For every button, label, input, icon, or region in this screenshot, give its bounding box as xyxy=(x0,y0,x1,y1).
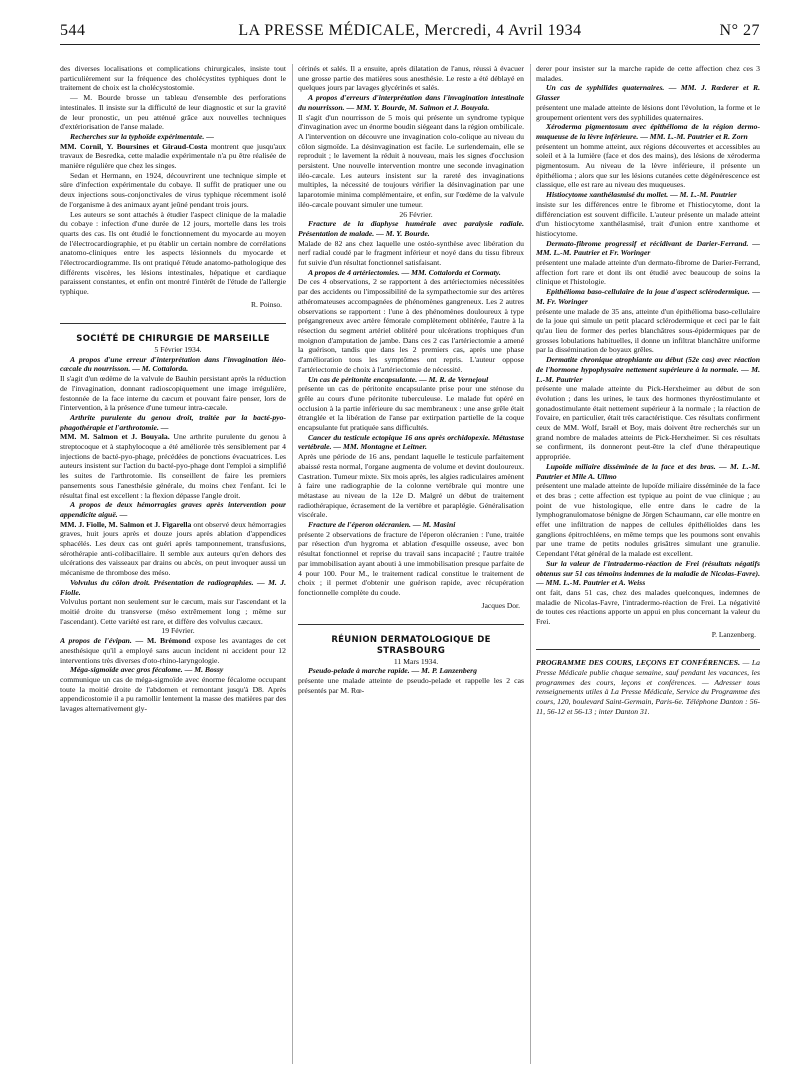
paragraph: — M. Bourde brosse un tableau d'ensemble des perforations intestinales. Il insiste sur la difficulté de leur diagnostic et sur la gravité de leur pronostic, un peu atténué grâce aux nouvelles techniques d'extériorisation de l'anse malade. xyxy=(60,93,286,132)
article-title: Dermato-fibrome progressif et récidivant de Darier-Ferrand. — MM. L.-M. Pautrier et Fr. Woringer xyxy=(536,238,760,258)
paragraph: des diverses localisations et complications chirurgicales, insiste tout particulièrement sur la fréquence des cholécystites typhiques dont le traitement de choix est la cholécystostomie. xyxy=(60,64,286,93)
program-notice xyxy=(536,649,760,716)
article-title: A propos de deux hémorragies graves après intervention pour appendicite aiguë. — xyxy=(60,500,286,519)
page-number: 544 xyxy=(60,22,86,39)
paragraph: Malade de 82 ans chez laquelle une ostéo-synthèse avec libération du nerf radial coudé par le fragment inférieur et noyé dans du tissu fibreux fut suivie d'un résultat fonctionnel satisfaisant. xyxy=(298,238,524,268)
page-header xyxy=(60,12,760,52)
paragraph: présentent une malade atteinte d'un dermato-fibrome de Darier-Ferrand, affection fort rare et dont ils ont étudié avec beaucoup de soins la clinique et l'histologie. xyxy=(536,258,760,287)
signature: Jacques Dor. xyxy=(481,600,520,610)
paragraph: présentent une malade atteinte de lupoïde miliaire disséminée de la face et des bras ; cette affection est typique au point de vue clinique ; au point de vue histologique, elle entre dans le cadre de la lymphogranulomatose bénigne de Jörgen Schaumann, car elle montre en effet une infiltration de nappes de cellules épithélioïdes dans les ganglions épitrochléens, en même temps que les poumons sont envahis par une trame de petits nodules grisâtres simulant une granulie. Cependant l'état général de la malade est excellent. xyxy=(536,481,760,559)
article-title: Arthrite purulente du genou droit, traitée par la bacté-pyo-phagothérapie et l'arthrotomie. — xyxy=(60,412,286,432)
paragraph: Il s'agit d'un nourrisson de 5 mois qui présente un syndrome typique d'invagination avec un énorme boudin siégeant dans la région ombilicale. A l'intervention on découvre une invagination colo-colique au niveau du côlon sigmoïde. La désinvagination est facile. Le surlendemain, elle se reproduit ; le lavement la réduit à nouveau, mais les signes d'occlusion persistent. Une nouvelle intervention montre une seconde invagination iléo-cæcale. Les auteurs insistent sur la rareté des invaginations multiples, la nécessité de toujours vérifier la désinvagination par une laparotomie minima complémentaire, et enfin, sur l'œdème de la valvule iléo-cæcale pouvant simuler une tumeur. xyxy=(298,112,524,209)
paragraph: présente un cas de péritonite encapsulante prise pour une sténose du grêle au cours d'une péritonite tuberculeuse. Le malade fut opéré en occlusion à la partie inférieure du sac membraneux : une anse grêle était étranglée et la libération de l'anse par extirpation partielle de la coque encapsulante fut pratiquée sans difficultés. xyxy=(298,384,524,433)
paragraph xyxy=(60,636,286,665)
paragraph-text: montrent que jusqu'aux travaux de Besredka, cette maladie expérimentale n'a pu être réalisée de manière régulière que chez les singes. xyxy=(60,141,286,171)
article-title: Méga-sigmoïde avec gros fécalome. — M. Bossy xyxy=(70,665,224,675)
paragraph: Après une période de 16 ans, pendant laquelle le testicule parfaitement abaissé resta normal, l'organe augmenta de volume et devint douloureux. Castration. Tumeur mixte. Six mois après, les algies radiculaires amènent à faire une radiographie de la colonne vertébrale qui montre une métastase au niveau de la 12e D. Malgré un début de traitement radiothérapique, écrasement de la vertèbre et paraplégie. Généralisation viscérale. xyxy=(298,452,524,520)
paragraph: De ces 4 observations, 2 se rapportent à des artériectomies nécessitées par des accidents ou l'impossibilité de la sympathectomie sur des artères athéromateuses accompagnées de phénomènes gangreneux. Les 2 autres observations se rapportent : l'une à des phénomènes douloureux à type prégangreneux avec artère fémorale complètement oblitérée, l'autre à la résection du segment artériel oblitéré pour ulcérations trophiques d'un moignon d'amputation de jambe. Dans ces 2 cas l'artériectomie a amené la guérison, tandis que dans les 2 premiers cas, après une phase d'amélioration tous les symptômes ont repris. L'auteur oppose l'artériectomie de choix à l'artériectomie de nécessité. xyxy=(298,277,524,374)
section-heading: RÉUNION DERMATOLOGIQUE DE STRASBOURG xyxy=(298,624,524,656)
article-title: Xéroderma pigmentosum avec épithélioma de la région dermo-muqueuse de la lèvre inférieure. — MM. L.-M. Pautrier et R. Zorn xyxy=(536,122,760,141)
paragraph: présentent un homme atteint, aux régions découvertes et accessibles au soleil et à la lumière (face et dos des mains), des lésions de xéroderma pigmentosum. Au niveau de la lèvre inférieure, il présente un épithélioma ; alors que sur les lésions cutanées cette dégénérescence est classique, elle est rare au niveau des muqueuses. xyxy=(536,141,760,190)
article-columns xyxy=(60,64,760,1064)
article-title: Histiocytome xanthélasmisé du mollet. — M. L.-M. Pautrier xyxy=(546,190,737,200)
paragraph: Sedan et Hermann, en 1924, découvrirent une technique simple et sûre d'infection expérimentale du cobaye. Il suffit de pratiquer une ou deux injections sous-conjonctivales de virus typhique récemment isolé de l'organisme à des animaux ayant jeûné pendant trois jours. xyxy=(60,170,286,209)
paragraph: Il s'agit d'un œdème de la valvule de Bauhin persistant après la réduction de l'invagination, donnant radioscopiquement une image irrégulière, festonnée de la face interne du cæcum et pouvant faire penser, lors de l'intervention, à la présence d'une tumeur intra-cæcale. xyxy=(60,374,286,413)
paragraph xyxy=(60,520,286,578)
section-heading: SOCIÉTÉ DE CHIRURGIE DE MARSEILLE xyxy=(60,323,286,345)
article-title: Fracture de la diaphyse humérale avec paralysie radiale. Présentation de malade. — M. Y. Bourde. xyxy=(298,219,524,238)
author-names: MM. Cornil, Y. Boursines et Giraud-Costa xyxy=(60,141,208,151)
article-title: Volvulus du côlon droit. Présentation de radiographies. — M. J. Fiolle. xyxy=(60,577,286,597)
article-title: Cancer du testicule ectopique 16 ans après orchidopexie. Métastase vertébrale. — MM. Montagne et Leitner. xyxy=(298,432,524,452)
column-divider xyxy=(292,64,293,1064)
author-names: MM. M. Salmon et J. Bouyala. xyxy=(60,432,170,442)
journal-title: LA PRESSE MÉDICALE, Mercredi, 4 Avril 1934 xyxy=(238,22,582,39)
paragraph xyxy=(60,142,286,171)
paragraph: présentent une malade atteinte de lésions dont l'évolution, la forme et le groupement orientent vers des syphilides quaternaires. xyxy=(536,102,760,122)
session-date: 5 Février 1934. xyxy=(154,345,202,355)
column-1 xyxy=(60,64,286,1064)
paragraph: insiste sur les différences entre le fibrome et l'histiocytome, dont la différenciation est souvent difficile. L'auteur présente un malade atteint d'un histiocytome xanthélasmisé, trait d'union entre xanthome et histiocytome. xyxy=(536,199,760,238)
article-title: Un cas de syphilides quaternaires. — MM. J. Rœderer et R. Glasser xyxy=(536,83,760,103)
notice-title: PROGRAMME DES COURS, LEÇONS ET CONFÉRENCES. xyxy=(536,658,740,668)
column-divider xyxy=(530,64,531,1064)
paragraph-text: ont observé deux hémorragies graves, huit jours après et douze jours après ablation d'appendices sphacélés. Les deux cas ont guéri après tamponnement, transfusions, sérothérapie anti-colibacillaire. Il semble aux auteurs qu'en dehors des ulcérations des vaisseaux par drains ou abcès, on peut invoquer aussi un mécanisme de thrombose des méso. xyxy=(60,519,286,578)
session-date: 26 Février. xyxy=(399,209,433,219)
paragraph-text: expose les avantages de cet anesthésique qu'il a employé sans aucun incident ni accident pour 12 interventions très diverses d'oto-rhino-laryngologie. xyxy=(60,636,286,665)
session-date: 19 Février. xyxy=(161,626,195,636)
author-names: MM. J. Fiolle, M. Salmon et J. Figarella xyxy=(60,519,192,529)
article-title: Sur la valeur de l'intradermo-réaction de Frei (résultats négatifs obtenus sur 51 cas témoins indemnes de la maladie de Nicolas-Favre). — MM. L.-M. Pautrier et A. Weiss xyxy=(536,558,760,588)
article-title: A propos d'une erreur d'interprétation dans l'invagination iléo-cæcale du nourrisson. — M. Cottalorda. xyxy=(60,354,286,374)
article-title: Dermatite chronique atrophiante au début (52e cas) avec réaction de l'hormone hypophysaire nettement supérieure à la normale. — M. L.-M. Pautrier xyxy=(536,355,760,384)
paragraph: Les auteurs se sont attachés à étudier l'aspect clinique de la maladie du cobaye : infection d'une durée de 12 jours, mortelle dans les trois quarts des cas. Ils ont étudié le fonctionnement du myocarde au moyen de l'électrocardiographie, et pu établir un certain nombre de corrélations anatomo-cliniques entre les aspects lésionnels du myocarde et l'électrocardiogramme. Ils ont pratiqué l'étude anatomo-pathologique des différents viscères, les lésions intestinales, hépatique et cardiaque paraissent constantes, et enfin ont montré l'intérêt de l'étude de l'allergie typhique. xyxy=(60,209,286,297)
paragraph-text: Une arthrite purulente du genou à streptocoque et à staphylocoque a été améliorée très sensiblement par 4 injections de bacté-pyo-phage, précédées de ponctions évacuatrices. Les auteurs insistent sur l'action du bacté-pyo-phage dont l'emploi a simplifié les suites de l'arthrotomie. Ils conseillent de faire les premiers pansements sous l'anesthésie générale, du moins chez l'enfant. Ici le résultat final est excellent : la flexion dépasse l'angle droit. xyxy=(60,432,286,500)
article-title: Epithélioma baso-cellulaire de la joue d'aspect sclérodermique. — M. Fr. Woringer xyxy=(536,287,760,306)
paragraph: présente 2 observations de fracture de l'éperon olécranien : l'une, traitée par résection d'un hygroma et ablation d'esquille osseuse, avec bon résultat fonctionnel et reprise du travail sans incapacité ; l'autre traitée par immobilisation ayant abouti à une immobilisation presque parfaite de 4 pour 100. Pour M., le traitement radical constitue le traitement de choix ; il permet d'obtenir une guérison rapide, avec récupération fonctionnelle complète du coude. xyxy=(298,529,524,597)
article-title: A propos de l'évipan. — xyxy=(60,636,144,646)
paragraph: présente une malade de 35 ans, atteinte d'un épithélioma baso-cellulaire de la joue qui simule un petit placard sclérodermique et ceci par le fait qu'au lieu de former des perles blanchâtres sous-épidermiques par de grosses lobulations habituelles, il donne un infiltrat blanchâtre uniforme par la dissémination de boyaux grêles. xyxy=(536,306,760,355)
paragraph: présente une malade atteinte du Pick-Herxheimer au début de son évolution ; dans les urines, le taux des hormones thyréostimulante et gonadostimulante était nettement supérieur à la normale ; la réaction de l'ovaire, en particulier, était très caractéristique. Ces résultats confirment ceux de MM. Wolf, Israël et Boy, mais doivent être recherchés sur un grand nombre de malades atteints de Pick-Herxheimer. Si ces résultats se confirment, ils donneront peut-être la clef d'une thérapeutique appropriée. xyxy=(536,384,760,462)
paragraph xyxy=(60,432,286,500)
paragraph: ont fait, dans 51 cas, chez des malades quelconques, indemnes de maladie de Nicolas-Favre, l'intradermo-réaction de Frei. La négativité de toutes ces réactions apporte un appui en plus concernant la valeur du Frei. xyxy=(536,587,760,627)
session-date: 11 Mars 1934. xyxy=(393,656,439,666)
notice-text: — La Presse Médicale publie chaque semaine, sauf pendant les vacances, les programmes des cours, leçons et conférences. — Adresser tous renseignements utiles à La Presse Médicale, Service du Programme des cours, 120, boulevard Saint-Germain, Paris-6e. Téléphone Danton : 56-11, 56-12 et 56-13 ; inter Danton 31. xyxy=(536,658,760,716)
article-title: Recherches sur la typhoïde expérimentale. — xyxy=(70,131,214,141)
article-title: Un cas de péritonite encapsulante. — M. R. de Vernejoul xyxy=(308,374,489,384)
issue-number: N° 27 xyxy=(719,22,760,39)
paragraph: communique un cas de méga-sigmoïde avec énorme fécalome occupant toute la moitié droite de l'abdomen et remontant jusqu'à D8. Après appendicostomie il a pu ramollir lentement la masse des matières par des lavages alternativement gly- xyxy=(60,674,286,714)
article-title: A propos d'erreurs d'interprétation dans l'invagination intestinale du nourrisson. — MM. Y. Bourde, M. Salmon et J. Bouyala. xyxy=(298,93,524,112)
paragraph: derer pour insister sur la marche rapide de cette affection chez ces 3 malades. xyxy=(536,64,760,83)
paragraph: cérinés et salés. Il a ensuite, après dilatation de l'anus, réussi à évacuer une grosse partie des matières sous anesthésie. Le reste a été déblayé en quelques jours par lavages glycérinés et salés. xyxy=(298,64,524,93)
column-2 xyxy=(298,64,524,1064)
article-title: Pseudo-pelade à marche rapide. — M. P. Lanzenberg xyxy=(308,666,477,676)
signature: P. Lanzenberg. xyxy=(711,629,756,639)
article-title: Lupoïde miliaire disséminée de la face et des bras. — M. L.-M. Pautrier et Mlle A. Ullmo xyxy=(536,461,760,481)
header-rule xyxy=(60,44,760,45)
column-3 xyxy=(536,64,760,1064)
paragraph: Volvulus portant non seulement sur le cæcum, mais sur l'ascendant et la moitié droite du transverse (méso extrêmement long ; même sur l'ascendant). Cette variété est rare, et diffère des volvulus cæcaux. xyxy=(60,597,286,626)
paragraph: présente une malade atteinte de pseudo-pelade et rappelle les 2 cas présentés par M. Rœ- xyxy=(298,675,524,695)
article-title: A propos de 4 artériectomies. — MM. Cottalorda et Cormaty. xyxy=(308,267,501,277)
article-title: Fracture de l'éperon olécranien. — M. Masini xyxy=(308,520,456,530)
signature: R. Poinso. xyxy=(250,299,282,309)
author-names: M. Brémond xyxy=(147,636,191,646)
